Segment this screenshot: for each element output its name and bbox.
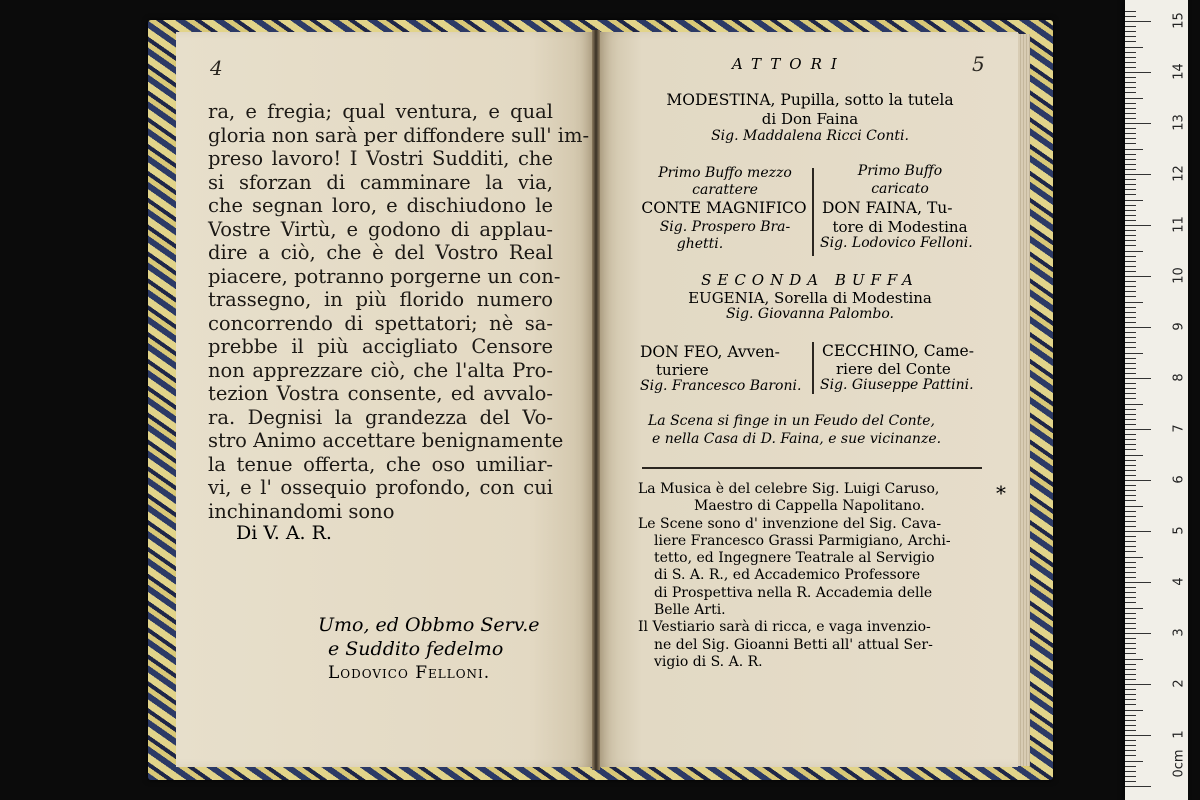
ruler-tick <box>1125 184 1136 185</box>
ruler-tick <box>1125 613 1136 614</box>
text-line: dire a ciò, che è del Vostro Real <box>208 241 553 264</box>
ruler-number: 14 <box>1171 63 1187 80</box>
ruler-tick <box>1125 720 1136 721</box>
ruler-tick <box>1125 194 1136 195</box>
text-line: tezion Vostra consente, ed avvalo- <box>208 382 553 405</box>
ruler-tick <box>1125 460 1136 461</box>
modestina-singer: Sig. Maddalena Ricci Conti. <box>711 128 909 144</box>
right-page-number: 5 <box>972 52 985 76</box>
cast-header: ATTORI <box>732 55 846 73</box>
ruler-tick <box>1125 52 1136 53</box>
conte-name: CONTE MAGNIFICO <box>641 199 807 217</box>
cecchino-singer: Sig. Giuseppe Pattini. <box>820 377 974 393</box>
ruler-tick <box>1125 592 1136 593</box>
ruler-tick <box>1125 455 1143 456</box>
cecchino-role: riere del Conte <box>836 360 951 378</box>
ruler-tick <box>1125 669 1136 670</box>
ruler-tick <box>1125 103 1136 104</box>
ruler-tick <box>1125 750 1136 751</box>
ruler-tick <box>1125 557 1143 558</box>
ruler-tick <box>1125 755 1136 756</box>
ruler-tick <box>1125 541 1136 542</box>
ruler-tick <box>1125 419 1136 420</box>
ruler-number: 7 <box>1171 424 1187 433</box>
ruler-tick <box>1125 36 1136 37</box>
ruler-tick <box>1125 485 1136 486</box>
feo-name: DON FEO, Avven- <box>640 343 780 361</box>
ruler-tick <box>1125 475 1136 476</box>
note-line: liere Francesco Grassi Parmigiano, Archi- <box>654 532 951 549</box>
ruler-tick <box>1125 164 1136 165</box>
ruler-tick <box>1125 353 1143 354</box>
feo-role: turiere <box>656 361 709 379</box>
ruler-tick <box>1125 327 1151 328</box>
ruler-tick <box>1125 679 1136 680</box>
ruler-tick <box>1125 225 1151 226</box>
ruler-tick <box>1125 546 1136 547</box>
ruler-tick <box>1125 398 1136 399</box>
ruler-tick <box>1125 638 1136 639</box>
ruler-tick <box>1125 404 1143 405</box>
ruler-tick <box>1125 730 1136 731</box>
ruler-tick <box>1125 506 1143 507</box>
text-line: piacere, potranno porgerne un con- <box>208 264 561 288</box>
ruler-number: 5 <box>1171 526 1187 535</box>
ruler-tick <box>1125 240 1136 241</box>
text-line: ra, e fregia; qual ventura, e qual <box>208 100 553 123</box>
ruler-tick <box>1125 378 1151 379</box>
ruler-tick <box>1125 200 1143 201</box>
ruler-tick <box>1125 409 1136 410</box>
asterisk-mark: * <box>996 481 1006 505</box>
text-line: stro Animo accettare benignamente <box>208 429 564 452</box>
ruler-tick <box>1125 383 1136 384</box>
ruler-tick <box>1125 618 1136 619</box>
ruler-tick <box>1125 766 1136 767</box>
ruler-tick <box>1125 159 1136 160</box>
text-line: prebbe il più accigliato Censore <box>208 335 553 358</box>
ruler-tick <box>1125 608 1143 609</box>
ruler-tick <box>1125 699 1136 700</box>
ruler-tick <box>1125 62 1136 63</box>
ruler-tick <box>1125 373 1136 374</box>
ruler-tick <box>1125 725 1136 726</box>
conte-role: Primo Buffo mezzo <box>658 165 792 181</box>
seconda-buffa-title: SECONDA BUFFA <box>701 271 919 289</box>
ruler-number: 9 <box>1171 322 1187 331</box>
ruler-tick <box>1125 133 1136 134</box>
ruler-tick <box>1125 72 1151 73</box>
note-line: Belle Arti. <box>654 602 726 619</box>
ruler-tick <box>1125 659 1143 660</box>
ruler-number: 10 <box>1171 267 1187 284</box>
ruler-tick <box>1125 761 1143 762</box>
note-line: tetto, ed Ingegnere Teatrale al Servigio <box>654 550 935 567</box>
ruler-tick <box>1125 77 1136 78</box>
ruler-tick <box>1125 26 1136 27</box>
ruler-number: 12 <box>1171 165 1187 182</box>
ruler-tick <box>1125 745 1136 746</box>
ruler-tick <box>1125 245 1136 246</box>
ruler-tick <box>1125 235 1136 236</box>
feo-singer: Sig. Francesco Baroni. <box>640 378 802 394</box>
ruler-tick <box>1125 444 1136 445</box>
ruler-tick <box>1125 551 1136 552</box>
ruler-tick <box>1125 582 1151 583</box>
ruler-tick <box>1125 108 1136 109</box>
ruler-tick <box>1125 322 1136 323</box>
ruler-tick <box>1125 169 1136 170</box>
ruler-tick <box>1125 567 1136 568</box>
ruler-tick <box>1125 429 1151 430</box>
modestina-role-2: di Don Faina <box>761 110 859 128</box>
ruler-tick <box>1125 536 1136 537</box>
ruler-tick <box>1125 118 1136 119</box>
ruler-tick <box>1125 220 1136 221</box>
ruler-tick <box>1125 689 1136 690</box>
ruler-tick <box>1125 643 1136 644</box>
ruler-tick <box>1125 490 1136 491</box>
ruler-tick <box>1125 740 1136 741</box>
ruler-tick <box>1125 317 1136 318</box>
text-line: concorrendo di spettatori; nè sa- <box>208 311 553 335</box>
modestina-role: MODESTINA, Pupilla, sotto la tutela <box>666 91 954 109</box>
text-line: preso lavoro! I Vostri Sudditi, che <box>208 147 553 170</box>
ruler-tick <box>1125 41 1136 42</box>
ruler-tick <box>1125 786 1151 787</box>
ruler-tick <box>1125 623 1136 624</box>
ruler-tick <box>1125 577 1136 578</box>
ruler-tick <box>1125 179 1136 180</box>
note-line: ne del Sig. Gioanni Betti all' attual Ser- <box>654 636 933 653</box>
ruler-tick <box>1125 302 1143 303</box>
ruler-number: 13 <box>1171 114 1187 131</box>
ruler-tick <box>1125 256 1136 257</box>
production-notes <box>638 481 951 671</box>
ruler-tick <box>1125 138 1136 139</box>
eugenia-role: EUGENIA, Sorella di Modestina <box>688 289 932 307</box>
ruler-tick <box>1125 98 1143 99</box>
conte-role-2: carattere <box>692 182 758 198</box>
ruler-tick <box>1125 342 1136 343</box>
signature-line-1: Umo, ed Obbmo Serv.e <box>318 614 540 636</box>
ruler-tick <box>1125 715 1136 716</box>
cecchino-name: CECCHINO, Came- <box>822 342 974 360</box>
signature-name: Lodovico Felloni. <box>328 663 491 683</box>
ruler-tick <box>1125 57 1136 58</box>
ruler-tick <box>1125 587 1136 588</box>
ruler-tick <box>1125 307 1136 308</box>
ruler-tick <box>1125 154 1136 155</box>
ruler-tick <box>1125 414 1136 415</box>
ruler-tick <box>1125 500 1136 501</box>
ruler-tick <box>1125 149 1143 150</box>
ruler-tick <box>1125 521 1136 522</box>
ruler-tick <box>1125 266 1136 267</box>
conte-singer: Sig. Prospero Bra- <box>659 219 791 235</box>
ruler-number: 2 <box>1171 679 1187 688</box>
ruler-tick <box>1125 511 1136 512</box>
ruler-tick <box>1125 602 1136 603</box>
ruler-tick <box>1125 368 1136 369</box>
ruler-tick <box>1125 215 1136 216</box>
ruler-tick <box>1125 771 1136 772</box>
book-gutter <box>592 30 600 770</box>
ruler-tick <box>1125 205 1136 206</box>
page-edges <box>1018 34 1030 766</box>
eugenia-singer: Sig. Giovanna Palombo. <box>725 306 895 322</box>
ruler-tick <box>1125 281 1136 282</box>
ruler-tick <box>1125 347 1136 348</box>
ruler-tick <box>1125 664 1136 665</box>
ruler-tick <box>1125 271 1136 272</box>
ruler-tick <box>1125 704 1136 705</box>
ruler-tick <box>1125 113 1136 114</box>
ruler-tick <box>1125 47 1143 48</box>
ruler-tick <box>1125 684 1151 685</box>
ruler-number: 15 <box>1171 12 1187 29</box>
ruler-tick <box>1125 251 1143 252</box>
ruler-tick <box>1125 174 1151 175</box>
signature-line-2: e Suddito fedelmo <box>328 638 504 660</box>
ruler-tick <box>1125 393 1136 394</box>
column-divider-2 <box>812 342 814 394</box>
ruler-tick <box>1125 480 1151 481</box>
note-line: Le Scene sono d' invenzione del Sig. Cava- <box>638 515 942 532</box>
note-line: Il Vestiario sarà di ricca, e vaga invenzio- <box>638 619 931 636</box>
dedication-text <box>208 100 590 523</box>
note-line: vigio di S. A. R. <box>654 653 763 670</box>
ruler-tick <box>1125 439 1136 440</box>
ruler-tick <box>1125 296 1136 297</box>
ruler-tick <box>1125 710 1143 711</box>
text-line: inchinandomi sono <box>208 499 395 523</box>
ruler-number: 3 <box>1171 628 1187 637</box>
ruler-tick <box>1125 312 1136 313</box>
ruler-tick <box>1125 291 1136 292</box>
ruler-number: 11 <box>1171 216 1187 233</box>
ruler-tick <box>1125 87 1136 88</box>
ruler-number: 1 <box>1171 730 1187 739</box>
faina-role-2: caricato <box>871 181 929 197</box>
text-line: che segnan loro, e dischiudono le <box>208 194 553 217</box>
separator-rule <box>642 467 982 469</box>
ruler-tick <box>1125 286 1136 287</box>
ruler-tick <box>1125 562 1136 563</box>
ruler-tick <box>1125 210 1136 211</box>
text-line: si sforzan di camminare la via, <box>208 170 553 194</box>
ruler-number: 8 <box>1171 373 1187 382</box>
text-line: gloria non sarà per diffondere sull' im- <box>208 123 590 147</box>
ruler-tick <box>1125 449 1136 450</box>
text-line: ra. Degnisi la grandezza del Vo- <box>208 405 553 429</box>
ruler-tick <box>1125 67 1136 68</box>
ruler-tick <box>1125 674 1136 675</box>
ruler-tick <box>1125 572 1136 573</box>
ruler-tick <box>1125 694 1136 695</box>
note-line: di S. A. R., ed Accademico Professore <box>654 567 921 584</box>
scena-line-1: La Scena si finge in un Feudo del Conte, <box>648 413 935 429</box>
faina-name: DON FAINA, Tu- <box>822 199 953 217</box>
ruler-tick <box>1125 363 1136 364</box>
scena-line-2: e nella Casa di D. Faina, e sue vicinanze. <box>652 431 942 447</box>
ruler-tick <box>1125 531 1151 532</box>
ruler-tick <box>1125 332 1136 333</box>
conte-singer-2: ghetti. <box>676 236 724 252</box>
text-line: la tenue offerta, che oso umiliar- <box>208 452 553 476</box>
ruler-tick <box>1125 735 1151 736</box>
closing-line: Di V. A. R. <box>236 522 332 544</box>
ruler-tick <box>1125 11 1136 12</box>
ruler-tick <box>1125 526 1136 527</box>
note-line: di Prospettiva nella R. Accademia delle <box>654 584 933 601</box>
ruler-tick <box>1125 358 1136 359</box>
ruler-tick <box>1125 516 1136 517</box>
ruler-tick <box>1125 434 1136 435</box>
ruler-tick <box>1125 776 1136 777</box>
ruler-tick <box>1125 128 1136 129</box>
measurement-ruler <box>1125 0 1188 800</box>
faina-role: Primo Buffo <box>857 163 943 179</box>
ruler-tick <box>1125 388 1136 389</box>
ruler-tick <box>1125 143 1136 144</box>
ruler-tick <box>1125 633 1151 634</box>
ruler-tick <box>1125 230 1136 231</box>
ruler-tick <box>1125 123 1151 124</box>
ruler-tick <box>1125 424 1136 425</box>
text-line: vi, e l' ossequio profondo, con cui <box>208 476 553 499</box>
ruler-number: 6 <box>1171 475 1187 484</box>
ruler-tick <box>1125 276 1151 277</box>
ruler-tick <box>1125 31 1136 32</box>
faina-singer: Sig. Lodovico Felloni. <box>820 235 973 251</box>
ruler-tick <box>1125 21 1151 22</box>
text-line: Vostre Virtù, e godono di applau- <box>208 217 553 241</box>
ruler-tick <box>1125 470 1136 471</box>
faina-name-2: tore di Modestina <box>832 218 968 236</box>
ruler-unit: 0cm <box>1171 749 1187 778</box>
ruler-tick <box>1125 597 1136 598</box>
column-divider <box>812 168 814 256</box>
text-line: non apprezzare ciò, che l'alta Pro- <box>208 358 553 382</box>
ruler-tick <box>1125 92 1136 93</box>
note-line: La Musica è del celebre Sig. Luigi Caruso, <box>638 481 940 497</box>
ruler-tick <box>1125 189 1136 190</box>
ruler-tick <box>1125 82 1136 83</box>
ruler-tick <box>1125 16 1136 17</box>
ruler-tick <box>1125 495 1136 496</box>
ruler-tick <box>1125 648 1136 649</box>
ruler-tick <box>1125 781 1136 782</box>
left-page-number: 4 <box>210 56 223 80</box>
ruler-tick <box>1125 653 1136 654</box>
ruler-tick <box>1125 465 1136 466</box>
ruler-tick <box>1125 628 1136 629</box>
text-line: trassegno, in più florido numero <box>208 288 553 311</box>
note-line: Maestro di Cappella Napolitano. <box>694 498 925 515</box>
ruler-number: 4 <box>1171 577 1187 586</box>
ruler-tick <box>1125 261 1136 262</box>
ruler-tick <box>1125 337 1136 338</box>
